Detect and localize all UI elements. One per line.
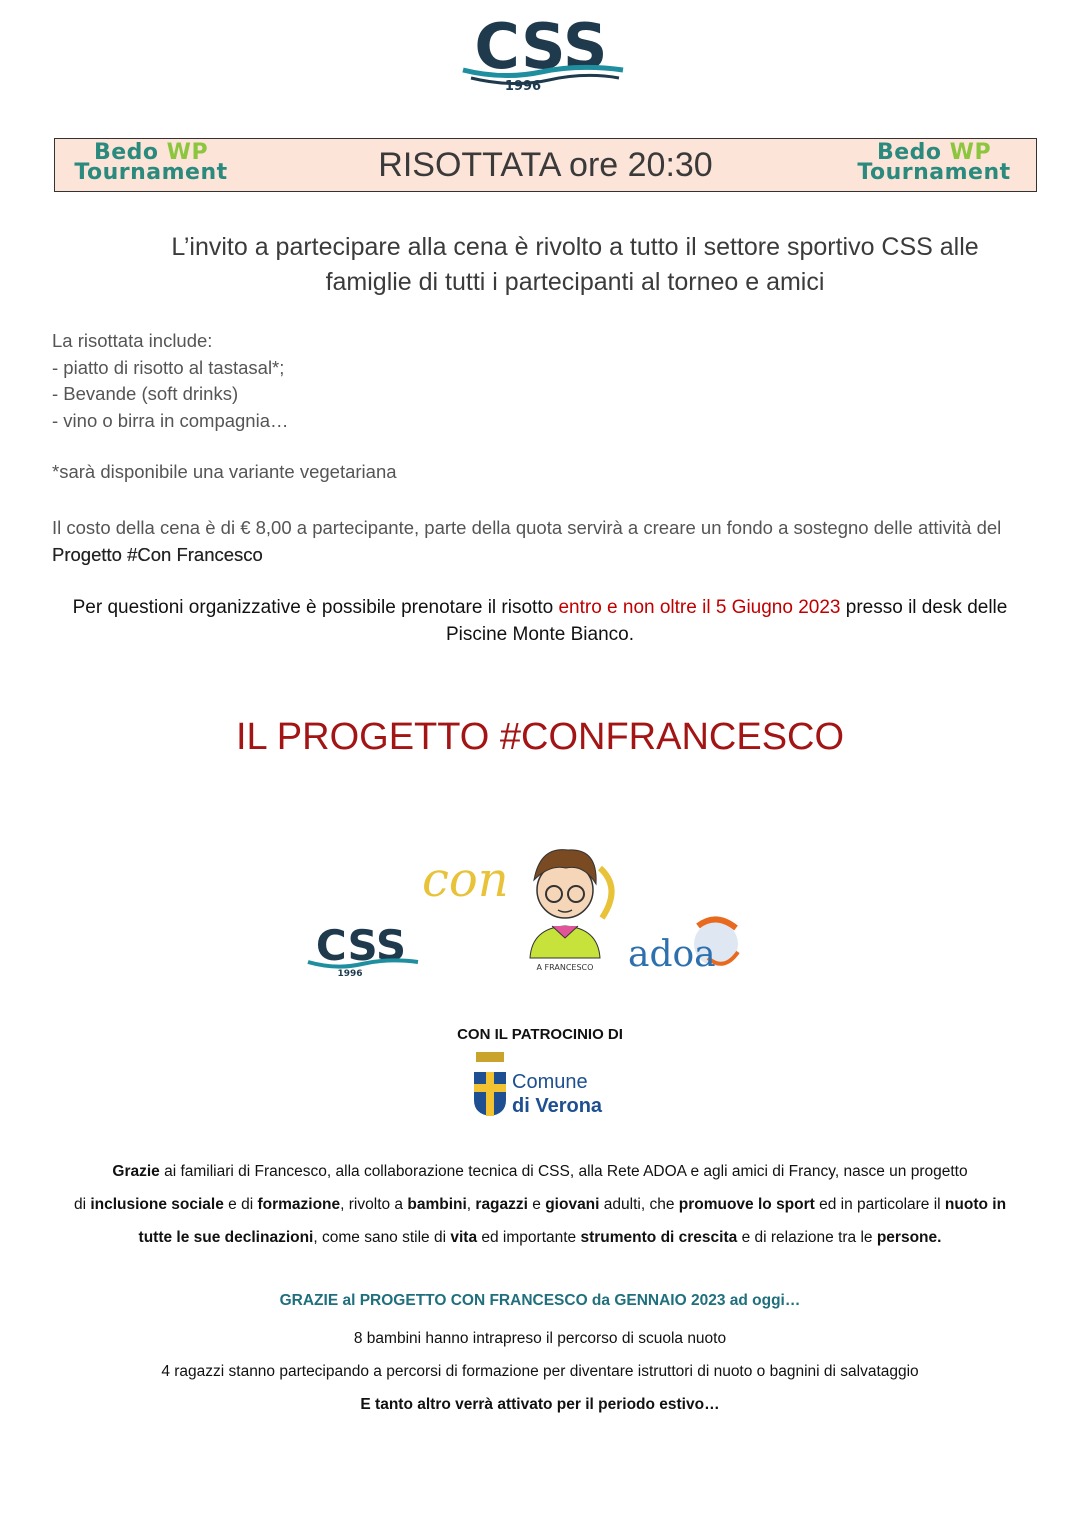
adoa-logo	[628, 912, 748, 982]
vegetarian-note: *sarà disponibile una variante vegetariana	[52, 461, 397, 482]
thanks-bold: tutte le sue declinazioni	[138, 1229, 314, 1246]
bedo-text: Bedo	[876, 140, 942, 165]
cost-text: Il costo della cena è di € 8,00 a partecipante, parte della quota servirà a creare un fondo a sostegno delle attività del	[52, 517, 1002, 538]
con-logo-text: con	[422, 852, 509, 908]
thanks-bold: formazione	[257, 1196, 341, 1213]
css-small-logo	[302, 926, 420, 978]
thanks-bold: inclusione sociale	[90, 1196, 224, 1213]
results-line-2: 4 ragazzi stanno partecipando a percorsi di formazione per diventare istruttori di nuoto o bagnini di salvataggio	[161, 1363, 919, 1380]
thanks-text: di	[73, 1196, 91, 1213]
results-heading: GRAZIE al PROGETTO CON FRANCESCO da GENNAIO 2023 ad oggi…	[279, 1292, 801, 1309]
results-list	[0, 1322, 1080, 1421]
thanks-text: e di	[223, 1196, 258, 1213]
results-line-3: E tanto altro verrà attivato per il periodo estivo…	[360, 1396, 720, 1413]
thanks-bold: promuove lo sport	[678, 1196, 815, 1213]
comune-verona-logo	[472, 1050, 622, 1120]
invite-text	[100, 230, 1050, 300]
thanks-text: e di relazione tra le	[737, 1229, 877, 1246]
thanks-bold: giovani	[545, 1196, 600, 1213]
includes-heading: La risottata include:	[52, 330, 213, 351]
svg-text:A FRANCESCO: A FRANCESCO	[536, 963, 594, 972]
thanks-bold: nuoto in	[944, 1196, 1007, 1213]
thanks-bold: Grazie	[112, 1163, 160, 1180]
thanks-bold: persone.	[876, 1229, 942, 1246]
wp-text: WP	[949, 140, 992, 165]
booking-paragraph	[40, 594, 1040, 648]
thanks-text: , rivolto a	[340, 1196, 408, 1213]
results-line-1: 8 bambini hanno intrapreso il percorso di scuola nuoto	[353, 1330, 727, 1347]
patronage-label: CON IL PATROCINIO DI	[457, 1026, 623, 1043]
partner-logos	[300, 828, 760, 988]
css-logo-text: CSS	[474, 18, 608, 83]
comune-line-2: di Verona	[512, 1095, 603, 1117]
list-item: - piatto di risotto al tastasal*;	[52, 356, 285, 378]
wp-text: WP	[166, 140, 209, 165]
thanks-bold: vita	[450, 1229, 478, 1246]
invite-line-2: famiglie di tutti i partecipanti al torneo e amici	[325, 268, 825, 296]
comune-line-1: Comune	[512, 1071, 588, 1093]
thanks-paragraph	[40, 1155, 1040, 1254]
thanks-text: , come sano stile di	[313, 1229, 451, 1246]
banner-title: RISOTTATA ore 20:30	[378, 146, 713, 184]
thanks-text: ed in particolare il	[814, 1196, 945, 1213]
booking-deadline: entro e non oltre il 5 Giugno 2023	[558, 597, 841, 618]
thanks-text: adulti, che	[599, 1196, 679, 1213]
invite-line-1: L’invito a partecipare alla cena è rivolto a tutto il settore sportivo CSS alle	[171, 233, 979, 261]
thanks-text: ,	[466, 1196, 476, 1213]
thanks-text: e	[527, 1196, 546, 1213]
css-small-text: CSS	[315, 926, 407, 970]
bedo-text: Bedo	[93, 140, 159, 165]
css-logo	[453, 18, 629, 94]
adoa-text: adoa	[628, 934, 716, 975]
thanks-text: ed importante	[477, 1229, 581, 1246]
thanks-bold: strumento di crescita	[580, 1229, 738, 1246]
thanks-bold: bambini	[407, 1196, 467, 1213]
list-item: - Bevande (soft drinks)	[52, 383, 239, 405]
css-logo-year: 1996	[504, 79, 542, 94]
project-title: IL PROGETTO #CONFRANCESCO	[235, 716, 845, 758]
thanks-text: ai familiari di Francesco, alla collaborazione tecnica di CSS, alla Rete ADOA e agli amici di Francy, nasce un progetto	[159, 1163, 968, 1180]
tournament-text: Tournament	[857, 160, 1011, 185]
thanks-bold: ragazzi	[475, 1196, 528, 1213]
cost-paragraph	[52, 514, 1042, 568]
css-small-year: 1996	[337, 969, 363, 978]
tournament-text: Tournament	[74, 160, 228, 185]
list-item: - vino o birra in compagnia…	[52, 409, 289, 431]
francesco-illustration	[510, 828, 620, 978]
booking-text-after: presso il desk delle Piscine Monte Bianco.	[446, 597, 1008, 645]
verona-crest-icon	[472, 1050, 508, 1118]
bedo-wp-logo-right	[844, 140, 1024, 189]
includes-list	[52, 328, 1032, 434]
event-banner	[54, 138, 1037, 192]
cost-project-name: Progetto #Con Francesco	[52, 544, 263, 565]
booking-text-before: Per questioni organizzative è possibile prenotare il risotto	[72, 597, 559, 618]
